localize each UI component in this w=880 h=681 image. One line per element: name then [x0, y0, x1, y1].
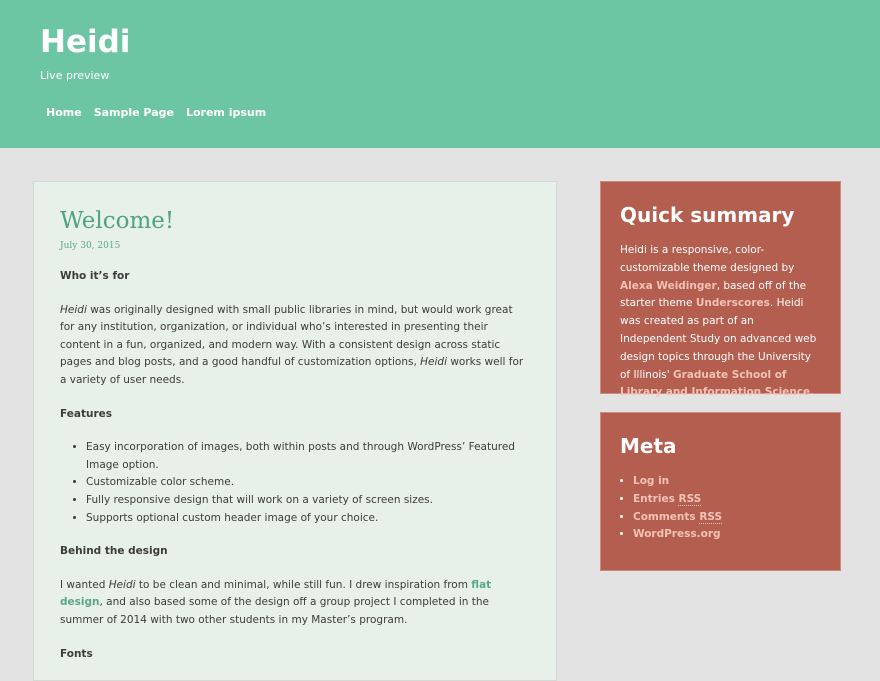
- post-date[interactable]: July 30, 2015: [60, 241, 121, 251]
- heidi-emphasis: Heidi: [420, 356, 447, 369]
- rss-abbr: RSS: [699, 510, 723, 523]
- meta-item-comments-rss: [633, 509, 821, 527]
- meta-item-login: [633, 473, 821, 491]
- summary-text-4: .: [810, 386, 814, 399]
- behind-text-c: , and also based some of the design off a group project I completed in the summer of 2014 with two other students in my Master’s program.: [60, 596, 489, 626]
- heading-features: Features: [60, 407, 112, 420]
- behind-text-b: to be clean and minimal, while still fun. I drew inspiration from: [135, 578, 472, 591]
- paragraph-intro: [60, 302, 530, 390]
- alexa-weidinger-link[interactable]: Alexa Weidinger: [620, 279, 717, 292]
- rss-abbr: RSS: [678, 492, 702, 505]
- meta-item-wordpress: [633, 526, 821, 544]
- heading-behind-the-design: Behind the design: [60, 545, 168, 558]
- post-article: [33, 181, 557, 681]
- meta-list: [620, 473, 821, 544]
- main-navigation: [46, 105, 278, 121]
- quick-summary-text: [620, 242, 821, 402]
- quick-summary-title: Quick summary: [620, 203, 795, 227]
- heidi-emphasis: Heidi: [108, 578, 136, 591]
- features-list: [60, 439, 530, 527]
- intro-text-a: was originally designed with small public libraries in mind, but would work great for any institution, organization, or individual who’s interested in presenting their content in a fun, organized, and modern way. With a consistent design across static pages and blog posts, and a good handful of customization options,: [60, 303, 513, 369]
- comments-rss-link[interactable]: [633, 511, 722, 524]
- site-header: [0, 0, 880, 148]
- flat-design-link[interactable]: flat design: [60, 578, 492, 609]
- heading-fonts: Fonts: [60, 647, 93, 660]
- list-item: • Supports optional custom header image of your choice.: [86, 510, 530, 528]
- list-item: • Easy incorporation of images, both within posts and through WordPress’ Featured Image option.: [86, 439, 530, 474]
- quick-summary-widget: [600, 181, 841, 399]
- entries-label: Entries: [633, 492, 679, 505]
- post-content: [60, 268, 530, 663]
- underscores-link[interactable]: Underscores: [695, 297, 770, 310]
- entries-rss-link[interactable]: [633, 493, 701, 506]
- intro-text-b: works well for a variety of user needs.: [60, 356, 524, 386]
- list-item: • Fully responsive design that will work on a variety of screen sizes.: [86, 492, 530, 510]
- post-title: Welcome!: [60, 208, 175, 234]
- heading-who-its-for: Who it’s for: [60, 270, 130, 282]
- nav-item-home[interactable]: Home: [46, 106, 82, 119]
- site-description: Live preview: [40, 69, 110, 82]
- login-link[interactable]: Log in: [633, 475, 670, 487]
- nav-item-lorem-ipsum[interactable]: Lorem ipsum: [185, 106, 267, 119]
- summary-text-2: , based off of the starter theme: [620, 279, 807, 310]
- summary-text-3: . Heidi was created as part of an Independent Study on advanced web design topics through the University of Illinois': [620, 297, 817, 381]
- nav-item-sample-page[interactable]: Sample Page: [93, 106, 174, 119]
- site-title-link[interactable]: Heidi: [40, 24, 131, 60]
- summary-text-1: Heidi is a responsive, color-customizable theme designed by: [620, 244, 795, 274]
- meta-widget: [600, 412, 841, 571]
- gslis-link[interactable]: Graduate School of Library and Information Science: [620, 368, 811, 399]
- comments-label: Comments: [633, 510, 700, 523]
- meta-title: Meta: [620, 434, 677, 458]
- heidi-emphasis: Heidi: [60, 303, 87, 316]
- list-item: • Customizable color scheme.: [86, 474, 530, 492]
- paragraph-behind-design: [60, 577, 530, 630]
- behind-text-a: I wanted: [60, 578, 109, 591]
- meta-item-entries-rss: [633, 491, 821, 509]
- wordpress-org-link[interactable]: WordPress.org: [633, 528, 721, 541]
